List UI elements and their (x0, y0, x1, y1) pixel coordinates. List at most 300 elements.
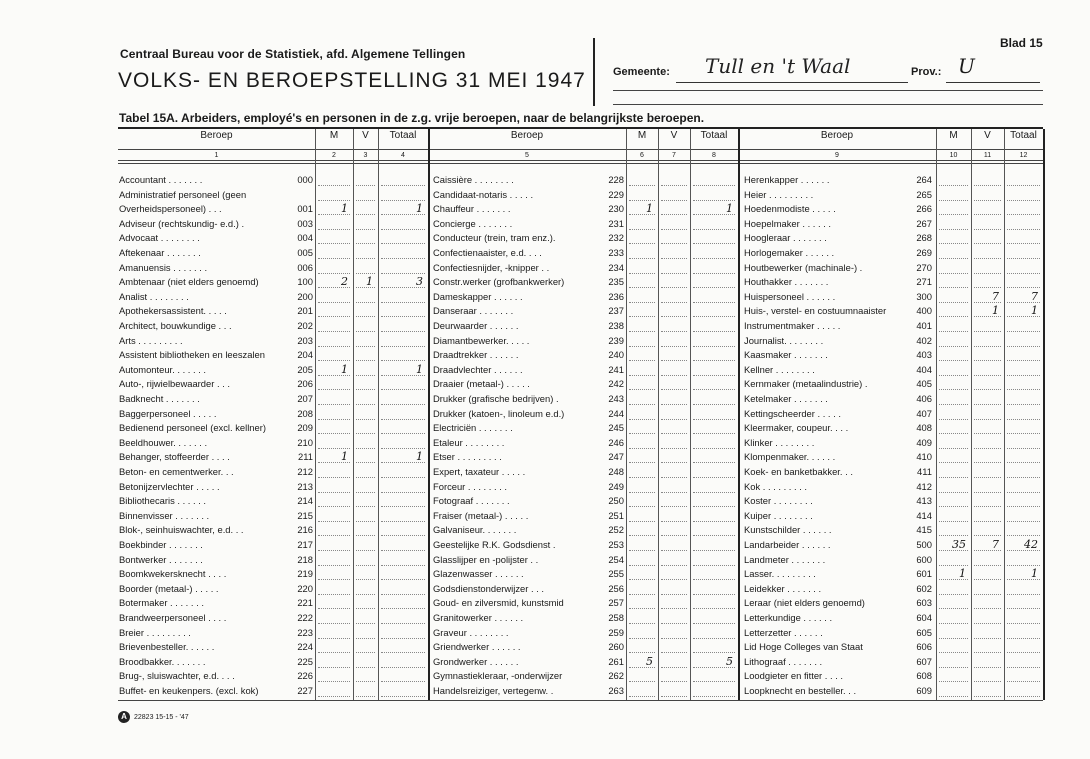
occupation-name: Hoedenmodiste . . . . . (744, 203, 836, 215)
entry-line (629, 462, 655, 463)
entry-line (974, 477, 1001, 478)
entry-line (974, 331, 1001, 332)
count-v[interactable]: 1 (366, 275, 373, 289)
entry-line (1007, 535, 1040, 536)
entry-line (693, 521, 735, 522)
entry-line (629, 506, 655, 507)
entry-line (318, 302, 350, 303)
entry-line (939, 433, 968, 434)
table-row (119, 291, 313, 303)
entry-line (939, 521, 968, 522)
entry-line (693, 200, 735, 201)
entry-line (974, 579, 1001, 580)
entry-line (356, 696, 375, 697)
entry-line (318, 316, 350, 317)
occupation-code: 220 (297, 582, 313, 594)
entry-line (356, 389, 375, 390)
entry-line (939, 492, 968, 493)
entry-line (356, 608, 375, 609)
entry-line (939, 375, 968, 376)
entry-line (318, 243, 350, 244)
table-row (433, 189, 624, 201)
entry-line (381, 302, 425, 303)
entry-line (661, 404, 687, 405)
table-row (119, 554, 313, 566)
occupation-name: Hoepelmaker . . . . . . (744, 217, 832, 229)
count-m[interactable]: 1 (646, 202, 653, 216)
occupation-name: Houthakker . . . . . . . (744, 276, 829, 288)
table-row (119, 612, 313, 624)
entry-line (974, 185, 1001, 186)
occupation-code: 219 (297, 568, 313, 580)
table-row (744, 262, 932, 274)
header-rule (613, 90, 1043, 91)
occupation-code: 255 (608, 568, 624, 580)
occupation-name: Horlogemaker . . . . . . (744, 247, 835, 258)
occupation-code: 225 (297, 655, 313, 667)
occupation-code: 249 (608, 480, 624, 492)
entry-line (629, 287, 655, 288)
occupation-code: 605 (916, 626, 932, 638)
entry-line (381, 433, 425, 434)
entry-line (939, 316, 968, 317)
entry-line (693, 652, 735, 653)
occupation-code: 401 (916, 320, 932, 331)
entry-line (318, 448, 350, 449)
occupation-name: Lithograaf . . . . . . . (744, 655, 823, 667)
table-row (433, 218, 624, 230)
occupation-code: 411 (917, 466, 932, 477)
occupation-name: Draadvlechter . . . . . . (433, 363, 523, 375)
entry-line (939, 229, 968, 230)
table-row (119, 276, 313, 288)
entry-line (381, 389, 425, 390)
table-row (744, 495, 932, 507)
occupation-code: 261 (608, 655, 624, 667)
entry-line (974, 638, 1001, 639)
table-row (744, 627, 932, 639)
occupation-code: 230 (608, 203, 624, 215)
column-rule (738, 129, 740, 700)
entry-line (356, 638, 375, 639)
table-row (433, 232, 624, 244)
entry-line (974, 258, 1001, 259)
table-row (744, 597, 932, 609)
column-header-totaal: Totaal (389, 130, 417, 141)
entry-line (974, 462, 1001, 463)
sheet-number: Blad 15 (1000, 36, 1043, 50)
table-row (119, 481, 313, 493)
table-row (744, 276, 932, 288)
count-m[interactable]: 1 (341, 202, 348, 216)
entry-line (661, 477, 687, 478)
occupation-code: 607 (916, 655, 932, 667)
table-row (119, 203, 313, 215)
entry-line (318, 608, 350, 609)
occupation-code: 001 (297, 203, 313, 215)
entry-line (693, 331, 735, 332)
entry-line (381, 623, 425, 624)
occupation-name: Conducteur (trein, tram enz.). (433, 232, 556, 244)
province-value[interactable]: U (958, 54, 975, 78)
column-number: 7 (672, 152, 676, 159)
occupation-name: Letterkundige . . . . . . (744, 612, 833, 623)
table-row (744, 364, 932, 376)
count-m[interactable]: 1 (959, 567, 966, 581)
occupation-name: Brug-, sluiswachter, e.d. . . . (119, 670, 235, 682)
occupation-code: 210 (297, 436, 313, 448)
occupation-code: 601 (916, 568, 932, 580)
entry-line (939, 681, 968, 682)
entry-line (661, 243, 687, 244)
table-row (744, 349, 932, 361)
entry-line (974, 404, 1001, 405)
entry-line (356, 404, 375, 405)
occupation-name: Koster . . . . . . . . (744, 495, 813, 507)
occupation-name: Bedienend personeel (excl. kellner) (119, 422, 266, 434)
occupation-name: Geestelijke R.K. Godsdienst . (433, 539, 556, 550)
entry-line (318, 696, 350, 697)
occupation-name: Lid Hoge Colleges van Staat (744, 641, 863, 653)
occupation-name: Lasser. . . . . . . . . (744, 568, 816, 580)
table-row (744, 685, 932, 697)
occupation-name: Brandweerpersoneel . . . . (119, 612, 227, 623)
occupation-code: 271 (916, 276, 932, 288)
entry-line (318, 185, 350, 186)
entry-line (318, 389, 350, 390)
entry-line (1007, 273, 1040, 274)
entry-line (356, 623, 375, 624)
entry-line (381, 273, 425, 274)
entry-line (629, 316, 655, 317)
entry-line (629, 360, 655, 361)
count-totaal[interactable]: 5 (726, 654, 733, 668)
occupation-code: 222 (297, 612, 313, 623)
entry-line (356, 477, 375, 478)
occupation-code: 213 (297, 480, 313, 492)
entry-line (693, 229, 735, 230)
entry-line (661, 419, 687, 420)
table-row (744, 670, 932, 682)
count-m[interactable]: 5 (646, 654, 653, 668)
count-totaal[interactable]: 7 (1031, 289, 1038, 303)
occupation-name: Klinker . . . . . . . . (744, 436, 815, 448)
occupation-name: Goud- en zilversmid, kunstsmid (433, 597, 564, 609)
entry-line (629, 331, 655, 332)
count-totaal[interactable]: 1 (1031, 567, 1038, 581)
occupation-code: 235 (608, 276, 624, 288)
occupation-name: Electriciën . . . . . . . (433, 422, 513, 434)
occupation-name: Kuiper . . . . . . . . (744, 509, 813, 521)
entry-line (974, 667, 1001, 668)
entry-line (1007, 404, 1040, 405)
printer-logo-icon: A (118, 711, 130, 723)
occupation-code: 410 (916, 451, 932, 463)
table-row (433, 378, 624, 390)
table-row (433, 320, 624, 332)
entry-line (939, 302, 968, 303)
table-row (433, 612, 624, 624)
entry-line (318, 521, 350, 522)
entry-line (629, 229, 655, 230)
occupation-name: Candidaat-notaris . . . . . (433, 188, 534, 200)
occupation-code: 258 (608, 612, 624, 623)
entry-line (381, 229, 425, 230)
table-row (433, 349, 624, 361)
entry-line (1007, 229, 1040, 230)
entry-line (356, 273, 375, 274)
entry-line (661, 331, 687, 332)
entry-line (693, 404, 735, 405)
entry-line (661, 550, 687, 551)
entry-line (629, 579, 655, 580)
entry-line (939, 331, 968, 332)
table-row (119, 670, 313, 682)
count-totaal[interactable]: 1 (416, 202, 423, 216)
entry-line (381, 346, 425, 347)
occupation-code: 256 (608, 582, 624, 594)
table-row (119, 685, 313, 697)
entry-line (318, 477, 350, 478)
table-row (119, 641, 313, 653)
table-row (433, 685, 624, 697)
occupation-name: Draaier (metaal-) . . . . . (433, 378, 530, 390)
count-v[interactable]: 1 (992, 304, 999, 318)
occupation-name: Constr.werker (grofbankwerker) (433, 276, 565, 288)
entry-line (974, 565, 1001, 566)
entry-line (356, 375, 375, 376)
column-number: 2 (332, 152, 336, 159)
entry-line (629, 404, 655, 405)
occupation-code: 229 (608, 188, 624, 200)
occupation-name: Journalist. . . . . . . . (744, 334, 824, 346)
entry-line (693, 681, 735, 682)
occupation-name: Galvaniseur. . . . . . . (433, 524, 517, 536)
occupation-code: 407 (916, 407, 932, 419)
column-rule (690, 129, 691, 700)
entry-line (356, 360, 375, 361)
occupation-code: 000 (297, 174, 313, 185)
entry-line (381, 506, 425, 507)
entry-line (356, 594, 375, 595)
entry-line (1007, 360, 1040, 361)
count-totaal[interactable]: 3 (416, 275, 423, 289)
column-rule (1004, 129, 1005, 700)
occupation-code: 206 (297, 378, 313, 390)
entry-line (693, 638, 735, 639)
occupation-code: 609 (916, 685, 932, 696)
count-v[interactable]: 7 (992, 538, 999, 551)
occupation-name: Confectiesnijder, -knipper . . (433, 261, 550, 273)
entry-line (974, 448, 1001, 449)
entry-line (939, 258, 968, 259)
occupation-name: Administratief personeel (geen (119, 188, 247, 200)
table-row (744, 656, 932, 668)
occupation-code: 244 (608, 407, 624, 419)
entry-line (661, 346, 687, 347)
count-m[interactable]: 1 (341, 450, 348, 464)
occupation-name: Kaasmaker . . . . . . . (744, 349, 828, 361)
entry-line (381, 419, 425, 420)
entry-line (356, 667, 375, 668)
entry-line (356, 258, 375, 259)
table-row (433, 422, 624, 434)
entry-line (1007, 389, 1040, 390)
occupation-name: Grondwerker . . . . . . (433, 655, 519, 667)
occupation-code: 240 (608, 349, 624, 361)
occupation-name: Badknecht . . . . . . . (119, 393, 200, 404)
entry-line (939, 565, 968, 566)
occupation-code: 400 (916, 305, 932, 317)
occupation-code: 259 (608, 626, 624, 638)
count-totaal[interactable]: 42 (1024, 538, 1038, 551)
entry-line (661, 185, 687, 186)
entry-line (1007, 258, 1040, 259)
table-row (433, 305, 624, 317)
occupation-code: 412 (916, 480, 932, 492)
table-row (119, 568, 313, 580)
entry-line (629, 652, 655, 653)
entry-line (939, 200, 968, 201)
entry-line (629, 273, 655, 274)
occupation-code: 402 (916, 334, 932, 346)
header-separator (118, 149, 1043, 150)
entry-line (629, 185, 655, 186)
column-number: 3 (363, 152, 368, 159)
occupation-name: Botermaker . . . . . . . (119, 597, 204, 609)
entry-line (693, 623, 735, 624)
count-m[interactable]: 1 (341, 362, 348, 376)
entry-line (1007, 433, 1040, 434)
table-row (119, 335, 313, 347)
occupation-code: 203 (297, 334, 313, 346)
table-row (744, 232, 932, 244)
entry-line (381, 258, 425, 259)
count-m[interactable]: 2 (341, 275, 348, 289)
table-row (119, 393, 313, 405)
entry-line (661, 302, 687, 303)
entry-line (693, 302, 735, 303)
entry-line (1007, 521, 1040, 522)
entry-line (661, 360, 687, 361)
count-totaal[interactable]: 1 (416, 450, 423, 464)
occupation-name: Klompenmaker. . . . . . (744, 451, 836, 463)
entry-line (693, 565, 735, 566)
entry-line (381, 448, 425, 449)
count-totaal[interactable]: 1 (416, 362, 423, 376)
entry-line (974, 346, 1001, 347)
entry-line (629, 623, 655, 624)
occupation-code: 405 (916, 378, 932, 390)
table-row (119, 524, 313, 536)
count-v[interactable]: 7 (992, 289, 999, 303)
table-row (119, 247, 313, 259)
count-totaal[interactable]: 1 (726, 202, 733, 216)
count-totaal[interactable]: 1 (1031, 304, 1038, 318)
count-m[interactable]: 35 (952, 538, 966, 551)
entry-line (381, 243, 425, 244)
occupation-code: 216 (297, 524, 313, 536)
entry-line (693, 492, 735, 493)
table-row (433, 597, 624, 609)
occupation-code: 414 (916, 509, 932, 521)
entry-line (629, 302, 655, 303)
entry-line (939, 185, 968, 186)
entry-line (629, 258, 655, 259)
entry-line (661, 229, 687, 230)
entry-line (356, 331, 375, 332)
entry-line (1007, 287, 1040, 288)
table-row (119, 174, 313, 186)
gemeente-label: Gemeente: (613, 66, 670, 78)
entry-line (974, 229, 1001, 230)
entry-line (974, 608, 1001, 609)
entry-line (356, 579, 375, 580)
entry-line (939, 594, 968, 595)
table-row (119, 320, 313, 332)
occupation-code: 262 (608, 670, 624, 682)
occupation-name: Gymnastiekleraar, -onderwijzer (433, 670, 563, 682)
entry-line (629, 477, 655, 478)
entry-line (974, 623, 1001, 624)
occupation-code: 238 (608, 320, 624, 331)
entry-line (381, 608, 425, 609)
entry-line (661, 696, 687, 697)
entry-line (939, 448, 968, 449)
entry-line (318, 638, 350, 639)
gemeente-value[interactable]: Tull en 't Waal (705, 54, 851, 78)
occupation-code: 253 (608, 539, 624, 550)
occupation-code: 234 (608, 261, 624, 273)
entry-line (318, 550, 350, 551)
entry-line (1007, 346, 1040, 347)
occupation-code: 606 (916, 641, 932, 653)
column-header-v: V (362, 130, 369, 141)
entry-line (939, 243, 968, 244)
entry-line (381, 404, 425, 405)
table-row (433, 291, 624, 303)
occupation-name: Instrumentmaker . . . . . (744, 320, 841, 331)
table-row (119, 232, 313, 244)
occupation-code: 266 (916, 203, 932, 215)
occupation-code: 217 (297, 539, 313, 550)
entry-line (693, 389, 735, 390)
occupation-name: Blok-, seinhuiswachter, e.d. . . (119, 524, 244, 536)
entry-line (318, 200, 350, 201)
table-row (119, 539, 313, 551)
table-row (119, 218, 313, 230)
occupation-name: Boekbinder . . . . . . . (119, 539, 203, 550)
entry-line (318, 492, 350, 493)
table-row (744, 451, 932, 463)
entry-line (318, 623, 350, 624)
occupation-name: Boorder (metaal-) . . . . . (119, 582, 219, 594)
table-row (433, 481, 624, 493)
occupation-code: 260 (608, 641, 624, 653)
table-row (433, 510, 624, 522)
header-divider (593, 38, 595, 106)
table-row (433, 627, 624, 639)
occupation-name: Beton- en cementwerker. . . (119, 466, 234, 477)
column-number: 6 (640, 152, 644, 159)
occupation-code: 269 (916, 247, 932, 258)
occupation-code: 265 (916, 188, 932, 200)
entry-line (693, 462, 735, 463)
entry-line (356, 565, 375, 566)
entry-line (356, 185, 375, 186)
occupation-name: Draadtrekker . . . . . . (433, 349, 519, 361)
table-row (744, 408, 932, 420)
